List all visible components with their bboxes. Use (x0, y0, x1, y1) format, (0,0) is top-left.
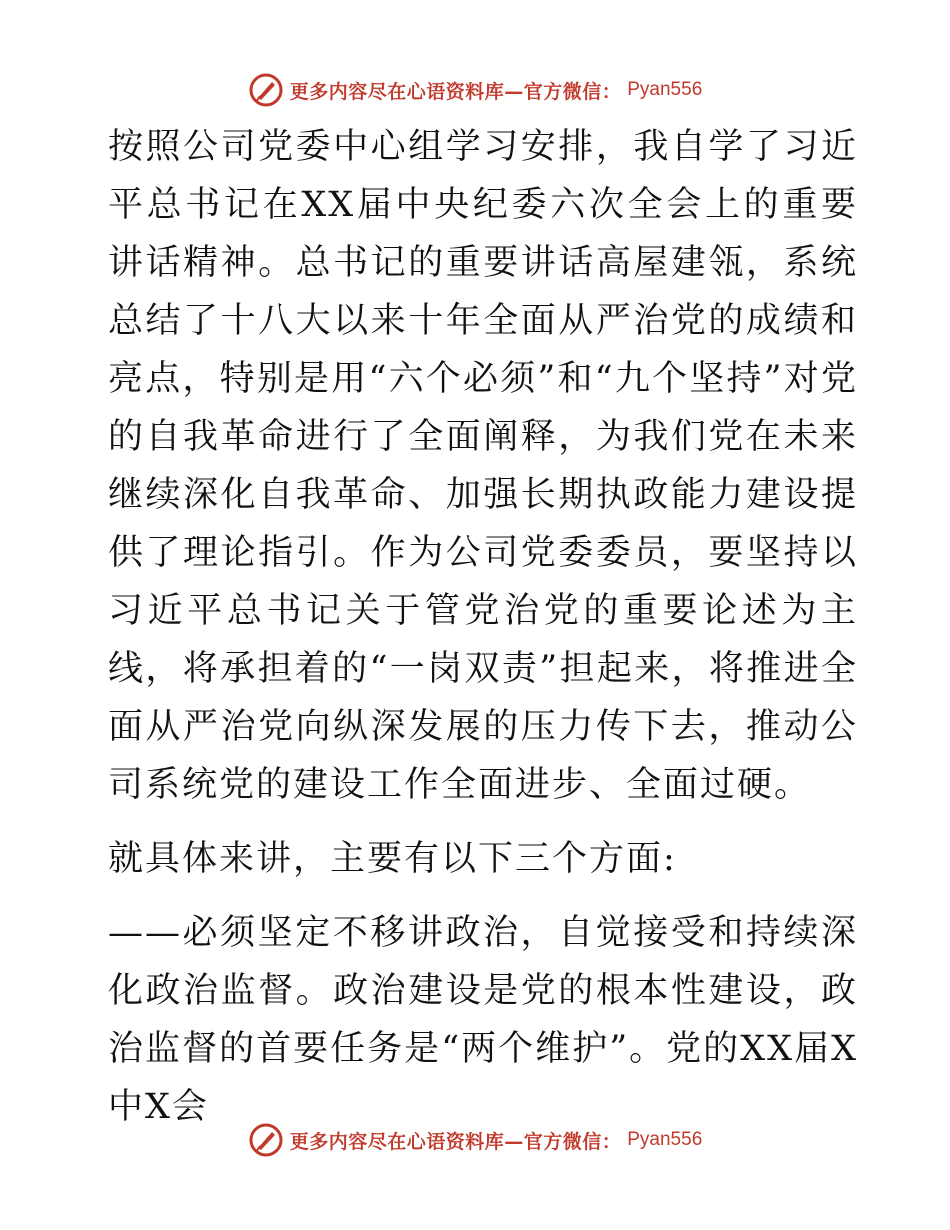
document-body (98, 118, 858, 1136)
header-banner (0, 70, 950, 110)
footer-banner (0, 1120, 950, 1160)
quill-pen-logo-icon (248, 72, 284, 108)
paragraph-3: ——必须坚定不移讲政治，自觉接受和持续深化政治监督。政治建设是党的根本性建设，政治监督的首要任务是“两个维护”。党的XX届X中X会 (108, 913, 858, 1127)
footer-banner-text: 更多内容尽在心语资料库—官方微信： (289, 1130, 622, 1153)
footer-banner-handle: Pyan556 (627, 1129, 703, 1150)
header-banner-handle: Pyan556 (627, 79, 703, 100)
paragraph-2: 就具体来讲，主要有以下三个方面: (108, 839, 677, 879)
header-banner-text: 更多内容尽在心语资料库—官方微信： (289, 80, 622, 103)
paragraph-1: 按照公司党委中心组学习安排，我自学了习近平总书记在XX届中央纪委六次全会上的重要讲话精神。总书记的重要讲话高屋建瓴，系统总结了十八大以来十年全面从严治党的成绩和亮点，特别是用“六个必须”和“九个坚持”对党的自我革命进行了全面阐释，为我们党在未来继续深化自我革命、加强长期执政能力建设提供了理论指引。作为公司党委委员，要坚持以习近平总书记关于管党治党的重要论述为主线，将承担着的“一岗双责”担起来，将推进全面从严治党向纵深发展的压力传下去，推动公司系统党的建设工作全面进步、全面过硬。 (108, 127, 858, 805)
quill-pen-logo-icon (248, 1122, 284, 1158)
